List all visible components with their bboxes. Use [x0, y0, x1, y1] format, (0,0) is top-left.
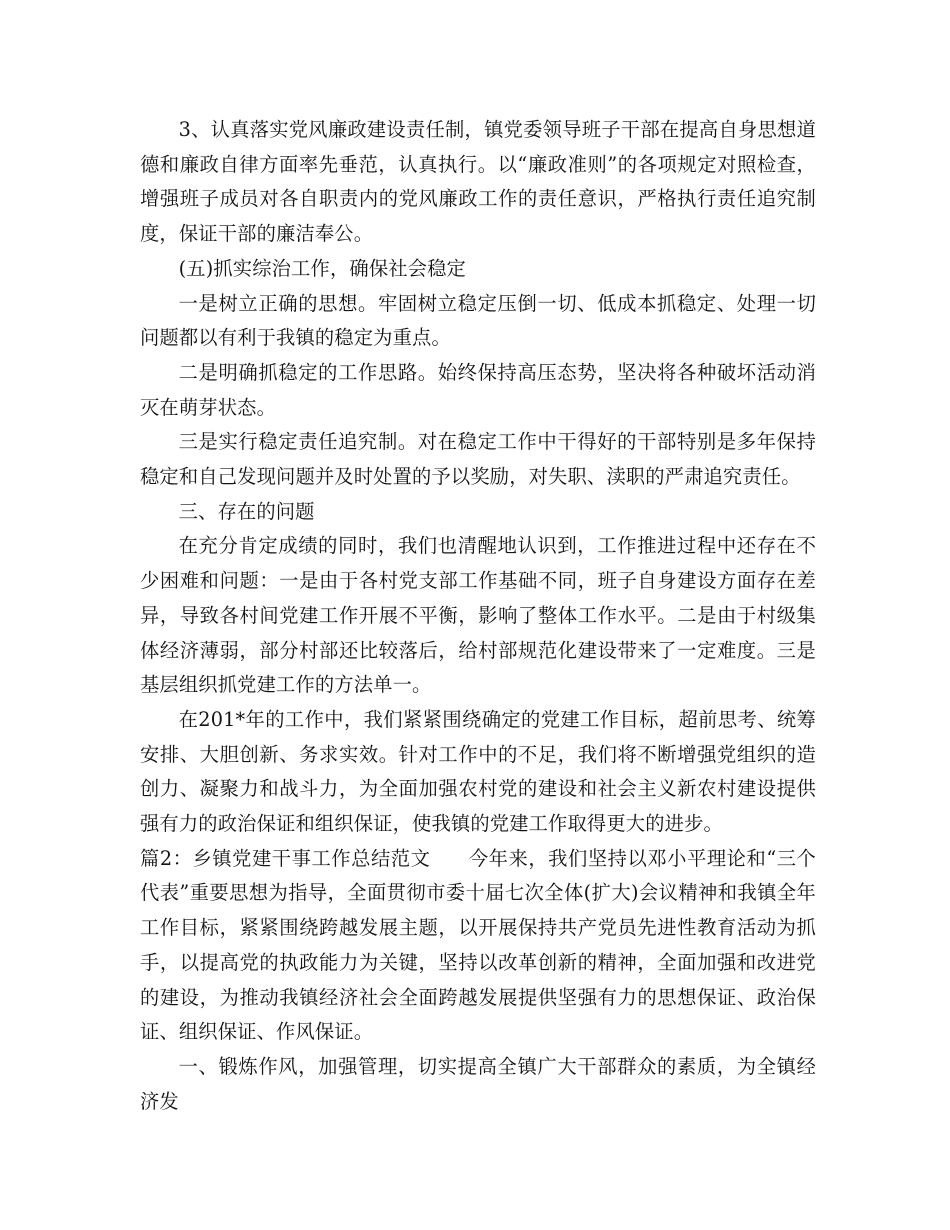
paragraph-work-approach: 二是明确抓稳定的工作思路。始终保持高压态势，坚决将各种破坏活动消灭在萌芽状态。 [140, 360, 816, 419]
document-body [140, 113, 816, 1119]
paragraph-future-work: 在201*年的工作中，我们紧紧围绕确定的党建工作目标，超前思考、统筹安排、大胆创新、务求实效。针对工作中的不足，我们将不断增强党组织的造创力、凝聚力和战斗力，为全面加强农村党的建设和社会主义新农村建设提供强有力的政治保证和组织保证，使我镇的党建工作取得更大的进步。 [140, 707, 816, 836]
paragraph-problems: 在充分肯定成绩的同时，我们也清醒地认识到，工作推进过程中还存在不少困难和问题：一是由于各村党支部工作基础不同，班子自身建设方面存在差异，导致各村间党建工作开展不平衡，影响了整体工作水平。二是由于村级集体经济薄弱，部分村部还比较落后，给村部规范化建设带来了一定难度。三是基层组织抓党建工作的方法单一。 [140, 534, 816, 697]
paragraph-correct-thinking: 一是树立正确的思想。牢固树立稳定压倒一切、低成本抓稳定、处理一切问题都以有利于我镇的稳定为重点。 [140, 291, 816, 350]
article-2-intro: 今年来，我们坚持以邓小平理论和“三个代表”重要思想为指导，全面贯彻市委十届七次全体(扩大)会议精神和我镇全年工作目标，紧紧围绕跨越发展主题，以开展保持共产党员先进性教育活动为抓手，以提高党的执政能力为关键，坚持以改革创新的精神，全面加强和改进党的建设，为推动我镇经济社会全面跨越发展提供坚强有力的思想保证、政治保证、组织保证、作风保证。 [140, 846, 816, 1044]
section-heading-social-stability: (五)抓实综治工作，确保社会稳定 [178, 256, 466, 280]
paragraph-article-2 [140, 842, 816, 1050]
paragraph-accountability: 三是实行稳定责任追究制。对在稳定工作中干得好的干部特别是多年保持稳定和自己发现问题并及时处置的予以奖励，对失职、渎职的严肃追究责任。 [140, 430, 816, 489]
paragraph-responsibility-system: 3、认真落实党风廉政建设责任制，镇党委领导班子干部在提高自身思想道德和廉政自律方面率先垂范，认真执行。以“廉政准则”的各项规定对照检查，增强班子成员对各自职责内的党风廉政工作的责任意识，严格执行责任追究制度，保证干部的廉洁奉公。 [140, 118, 816, 246]
section-heading-existing-problems: 三、存在的问题 [178, 499, 315, 523]
article-2-heading: 篇2：乡镇党建干事工作总结范文 [140, 846, 431, 870]
paragraph-section-one: 一、锻炼作风，加强管理，切实提高全镇广大干部群众的素质，为全镇经济发 [140, 1054, 816, 1113]
